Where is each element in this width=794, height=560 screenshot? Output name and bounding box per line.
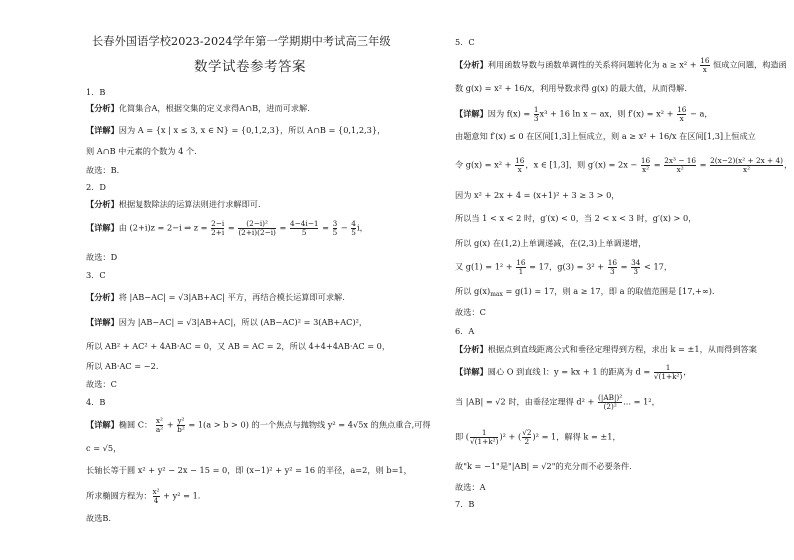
- answer-q6: 6．A: [455, 326, 475, 336]
- detail-q4: 【详解】椭圆 C： $\frac{\text{x²}}{\text{a²}}$ + $\frac{\text{y²}}{\text{b²}}$ = 1(a > b > 0) 的一个焦点与抛物线 y² = 4√5x 的焦点重合,可得: [86, 416, 431, 434]
- answer-q2: 2．D: [86, 182, 106, 192]
- detail-q6-solve: 即 ( $\frac{1}{\text{√(1+k²)}}$ )² + ( $\frac{√2}{2}$ )² = 1，解得 k = ±1，: [455, 428, 621, 446]
- left-column: [86, 0, 436, 560]
- detail-q5: 【详解】因为 f(x) = $\frac{1}{3}$ x³ + 16 ln x − ax，则 f′(x) = x² + $\frac{16}{x}$ − a，: [455, 105, 713, 123]
- section-tag: 【分析】: [86, 292, 119, 302]
- section-tag: 【分析】: [86, 103, 119, 113]
- analysis-q5: 【分析】利用函数导数与函数单调性的关系将问题转化为 a ≥ x² + $\frac{16}{x}$ 恒成立问题，构造函: [455, 56, 787, 74]
- conclusion-q5: 故选：C: [455, 307, 486, 317]
- analysis-q1: 【分析】化简集合A，根据交集的定义求得A∩B，进而可求解.: [86, 103, 310, 113]
- document-subtitle: 数学试卷参考答案: [194, 59, 306, 75]
- answer-q4: 4．B: [86, 397, 106, 407]
- conclusion-q4: 故选B.: [86, 513, 111, 523]
- detail-q5-result: 所以 $g(x)_{max} = g(1) = 17$，则 a ≥ 17，即 a 的取值范围是 [17,+∞).: [455, 286, 715, 298]
- conclusion-q2: 故选：D: [86, 252, 118, 262]
- section-tag: 【详解】: [86, 317, 119, 327]
- answer-q7: 7．B: [455, 499, 475, 509]
- detail-q4-result: 所求椭圆方程为： $\frac{\text{x²}}{4}$ + y² = 1.: [86, 487, 201, 505]
- analysis-q5-cont: 数 g(x) = x² + 16/x，利用导数求得 g(x) 的最大值，从而得解.: [455, 83, 687, 93]
- detail-q6: 【详解】圆心 O 到直线 l：y = kx + 1 的距离为 d = $\frac{1}{\text{√(1+k²)}}$ ，: [455, 363, 692, 381]
- detail-q1-cont: 则 A∩B 中元素的个数为 4 个.: [86, 146, 197, 156]
- detail-q6-conclude: 故"k = −1"是"|AB| = √2"的充分而不必要条件.: [455, 461, 632, 471]
- conclusion-q6: 故选：A: [455, 482, 486, 492]
- answer-q3: 3．C: [86, 270, 106, 280]
- right-column: [455, 0, 794, 560]
- detail-q3-result: 所以 AB·AC = −2.: [86, 361, 159, 371]
- answer-q5: 5．C: [455, 37, 475, 47]
- detail-q6-chord: 当 |AB| = √2 时，由垂径定理得 d² + $\frac{\text{(|AB|)²}}{\text{(2)²}}$ ... = 1²，: [455, 393, 660, 411]
- detail-q1: 【详解】因为 A = {x | x ≤ 3, x ∈ N} = {0,1,2,3}，所以 A∩B = {0,1,2,3}，: [86, 125, 386, 135]
- document-title: 长春外国语学校2023-2024学年第一学期期中考试高三年级: [92, 35, 391, 48]
- analysis-q3: 【分析】将 |AB−AC| = √3|AB+AC| 平方，再结合模长运算即可求解.: [86, 292, 345, 302]
- detail-q5-deriv: 令 g(x) = x² + $\frac{16}{x}$ ，x ∈ [1,3]，则 g′(x) = 2x − $\frac{16}{\text{x²}}$ = $\frac{\text{2x³ − 16}}{\text{x²}}$ = $\frac{\text{2(x−2)(x² + 2x + 4)}}{\text{x²}}$ ，: [455, 156, 793, 174]
- section-tag: 【分析】: [455, 344, 488, 354]
- detail-q4-axis: 长轴长等于圆 x² + y² − 2x − 15 = 0，即 (x−1)² + y² = 16 的半径，a=2，则 b=1，: [86, 465, 412, 475]
- answer-q1: 1．B: [86, 87, 106, 97]
- detail-q5-cond: 由题意知 f′(x) ≤ 0 在区间[1,3]上恒成立，则 a ≥ x² + 16/x 在区间[1,3]上恒成立: [455, 131, 756, 141]
- analysis-q2: 【分析】根据复数除法的运算法则进行求解即可.: [86, 199, 261, 209]
- detail-q5-positive: 因为 x² + 2x + 4 = (x+1)² + 3 ≥ 3 > 0，: [455, 190, 620, 200]
- conclusion-q3: 故选：C: [86, 379, 117, 389]
- detail-q5-values: 又 g(1) = 1² + $\frac{16}{1}$ = 17，g(3) = 3² + $\frac{16}{3}$ = $\frac{34}{3}$ < 17，: [455, 258, 673, 276]
- analysis-q6: 【分析】根据点到直线距离公式和垂径定理得到方程，求出 k = ±1，从而得到答案: [455, 344, 757, 354]
- section-tag: 【详解】: [86, 125, 119, 135]
- detail-q4-c: c = √5，: [86, 443, 122, 453]
- section-tag: 【分析】: [86, 199, 119, 209]
- detail-q2: 【详解】由 (2+i)z = 2−i ⇒ z = $\frac{2-i}{2+i}$ = $\frac{\text{(2−i)²}}{(2+i)(2-i)}$ = $\frac{4-4i-1}{5}$ = $\frac{3}{5}$ − $\frac{4}{5}$ i，: [86, 219, 368, 237]
- detail-q3: 【详解】因为 |AB−AC| = √3|AB+AC|，所以 (AB−AC)² = 3(AB+AC)²，: [86, 317, 368, 327]
- detail-q5-mono: 所以 g(x) 在(1,2)上单调递减，在(2,3)上单调递增，: [455, 238, 647, 248]
- detail-q5-sign: 所以当 1 < x < 2 时，g′(x) < 0，当 2 < x < 3 时，g′(x) > 0，: [455, 213, 697, 223]
- conclusion-q1: 故选：B.: [86, 165, 120, 175]
- detail-q3-cont: 所以 AB² + AC² + 4AB·AC = 0，又 AB = AC = 2，所以 4+4+4AB·AC = 0，: [86, 341, 391, 351]
